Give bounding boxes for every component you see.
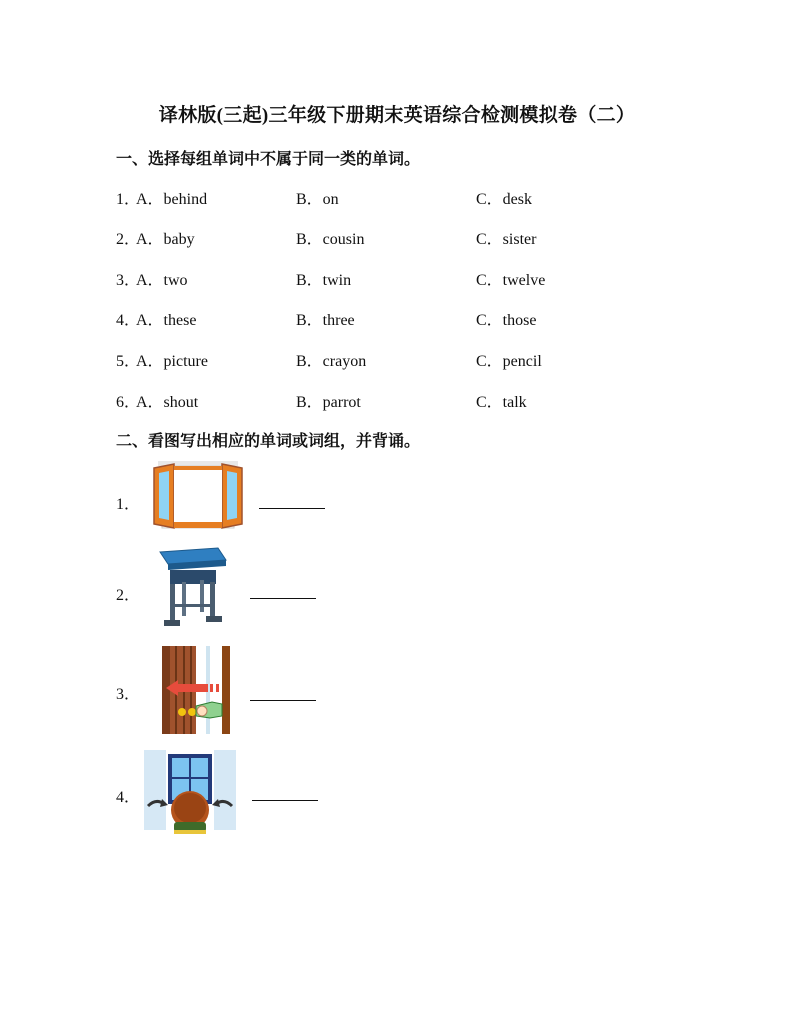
answer-blank[interactable] (250, 598, 316, 599)
question-row (116, 267, 676, 289)
option-a: A．behind (136, 191, 208, 208)
option-a: A．picture (136, 353, 208, 370)
section-2-heading: 二、看图写出相应的单词或词组，并背诵。 (116, 433, 421, 450)
question-number: 1． (116, 191, 141, 208)
option-a: A．two (136, 272, 188, 289)
item-number: 3． (116, 686, 141, 703)
option-b: B．three (296, 312, 355, 329)
item-number: 1． (116, 496, 141, 513)
answer-blank[interactable] (250, 700, 316, 701)
open-door-icon (160, 644, 232, 734)
option-b: B．crayon (296, 353, 367, 370)
picture-item (116, 744, 416, 840)
picture-item (116, 546, 416, 636)
section-1-heading: 一、选择每组单词中不属于同一类的单词。 (116, 151, 421, 168)
question-row (116, 389, 676, 411)
question-row (116, 348, 676, 370)
answer-blank[interactable] (252, 800, 318, 801)
question-number: 3． (116, 272, 141, 289)
open-window-icon (152, 458, 244, 532)
option-a: A．shout (136, 394, 199, 411)
option-c: C．twelve (476, 272, 546, 289)
option-c: C．pencil (476, 353, 542, 370)
option-b: B．parrot (296, 394, 361, 411)
option-b: B．twin (296, 272, 352, 289)
option-b: B．cousin (296, 231, 365, 248)
page-title: 译林版(三起)三年级下册期末英语综合检测模拟卷（二） (158, 105, 636, 126)
option-c: C．sister (476, 231, 537, 248)
item-number: 4． (116, 789, 141, 806)
option-a: A．baby (136, 231, 195, 248)
answer-blank[interactable] (259, 508, 325, 509)
question-number: 5． (116, 353, 141, 370)
option-c: C．talk (476, 394, 527, 411)
close-window-icon (142, 744, 238, 838)
option-c: C．those (476, 312, 537, 329)
question-row (116, 226, 676, 248)
option-b: B．on (296, 191, 339, 208)
option-a: A．these (136, 312, 197, 329)
option-c: C．desk (476, 191, 533, 208)
question-row (116, 307, 676, 329)
picture-item (116, 644, 416, 736)
desk-icon (156, 546, 228, 634)
question-number: 4． (116, 312, 141, 329)
question-number: 2． (116, 231, 141, 248)
picture-item (116, 458, 416, 538)
question-number: 6． (116, 394, 141, 411)
item-number: 2． (116, 587, 141, 604)
question-row (116, 186, 676, 208)
